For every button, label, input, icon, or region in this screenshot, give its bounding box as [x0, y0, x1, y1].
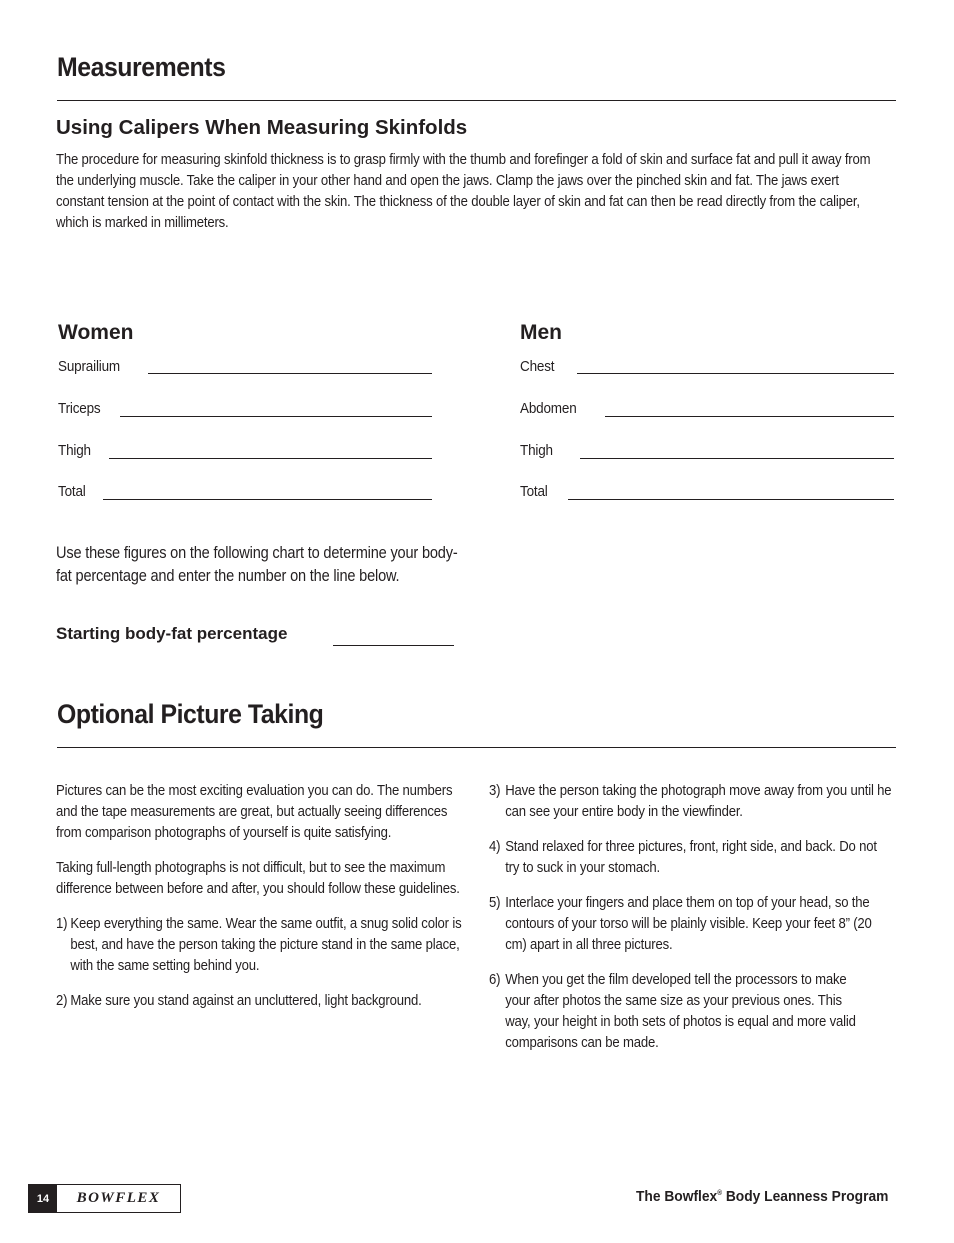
- list-item: [489, 893, 894, 956]
- men-heading: Men: [520, 321, 562, 344]
- section-divider: [57, 747, 896, 748]
- women-suprailium-field[interactable]: [148, 373, 432, 374]
- page-title-measurements: Measurements: [57, 52, 226, 82]
- pictures-left-column: [56, 781, 464, 1012]
- program-title: The Bowflex® Body Leanness Program: [635, 1188, 888, 1205]
- calipers-paragraph: The procedure for measuring skinfold thickness is to grasp firmly with the thumb and forefinger a fold of skin and surface fat and pull it away from the underlying muscle. Take the caliper in your other hand and open the jaws. Clamp the jaws over the pinched skin and fat. The jaws exert constant tension at the point of contact with the skin. The thickness of the double layer of skin and fat can then be read directly from the caliper, which is marked in millimeters.: [56, 152, 871, 231]
- women-triceps-label: Triceps: [58, 400, 101, 417]
- calipers-heading: Using Calipers When Measuring Skinfolds: [56, 116, 468, 139]
- men-chest-label: Chest: [520, 358, 555, 375]
- men-abdomen-label: Abdomen: [520, 400, 577, 417]
- bodyfat-field[interactable]: [333, 645, 454, 646]
- list-item: [489, 781, 894, 823]
- women-total-field[interactable]: [103, 499, 432, 500]
- instructions-text: Use these figures on the following chart to determine your body-fat percentage and enter the number on the line below.: [56, 544, 458, 585]
- list-item: [489, 970, 865, 1054]
- bodyfat-label: Starting body-fat percentage: [56, 624, 288, 643]
- page-title-pictures: Optional Picture Taking: [57, 699, 324, 729]
- list-number: 4): [489, 839, 501, 855]
- bowflex-logo: BOWFLEX: [76, 1190, 161, 1206]
- list-text: Have the person taking the photograph move away from you until he can see your entire body in the viewfinder.: [505, 783, 892, 820]
- women-heading: Women: [58, 321, 134, 344]
- men-chest-field[interactable]: [577, 373, 894, 374]
- pictures-right-column: [489, 781, 894, 1054]
- men-thigh-label: Thigh: [520, 442, 553, 459]
- women-thigh-field[interactable]: [109, 458, 432, 459]
- list-text: Stand relaxed for three pictures, front, right side, and back. Do not try to suck in your stomach.: [505, 839, 877, 876]
- women-suprailium-label: Suprailium: [58, 358, 120, 375]
- men-abdomen-field[interactable]: [605, 416, 894, 417]
- list-text: Keep everything the same. Wear the same outfit, a snug solid color is best, and have the person taking the picture stand in the same place, with the same setting behind you.: [70, 916, 462, 974]
- page-number: 14: [29, 1185, 57, 1212]
- pictures-intro-2: Taking full-length photographs is not difficult, but to see the maximum difference between before and after, you should follow these guidelines.: [56, 860, 460, 897]
- women-triceps-field[interactable]: [120, 416, 432, 417]
- list-text: Make sure you stand against an uncluttered, light background.: [70, 993, 422, 1009]
- list-number: 6): [489, 972, 501, 988]
- men-total-field[interactable]: [568, 499, 894, 500]
- men-thigh-field[interactable]: [580, 458, 894, 459]
- list-item: [56, 914, 464, 977]
- list-text: Interlace your fingers and place them on top of your head, so the contours of your torso will be plainly visible. Keep your feet 8” (20 cm) apart in all three pictures.: [505, 895, 872, 953]
- calipers-paragraph-wrap: [56, 150, 886, 234]
- pictures-intro-1: Pictures can be the most exciting evaluation you can do. The numbers and the tape measurements are great, but actually seeing differences from comparison photographs of yourself is quite satisfying.: [56, 783, 453, 841]
- list-number: 2): [56, 993, 68, 1009]
- section-divider: [57, 100, 896, 101]
- instructions-wrap: [56, 542, 468, 587]
- women-total-label: Total: [58, 483, 86, 500]
- list-number: 3): [489, 783, 501, 799]
- women-thigh-label: Thigh: [58, 442, 91, 459]
- list-number: 1): [56, 916, 68, 932]
- list-text: When you get the film developed tell the processors to make your after photos the same size as your previous ones. This way, your height in both sets of photos is equal and more valid comparisons can be made.: [505, 972, 856, 1051]
- footer-logo-box: [28, 1184, 181, 1213]
- list-item: [56, 991, 464, 1012]
- list-item: [489, 837, 894, 879]
- men-total-label: Total: [520, 483, 548, 500]
- list-number: 5): [489, 895, 501, 911]
